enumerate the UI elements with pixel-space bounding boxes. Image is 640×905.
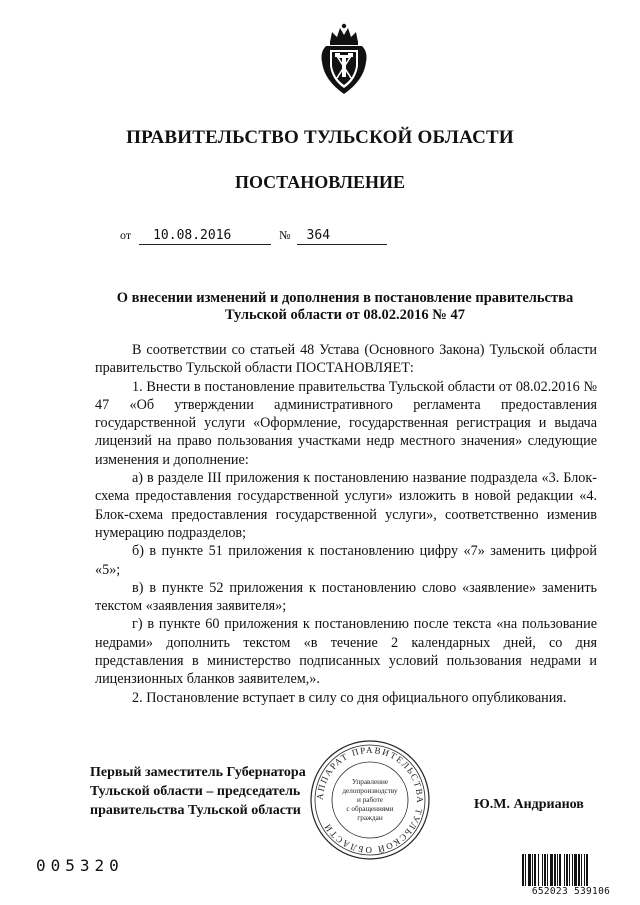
- number-value: 364: [297, 228, 387, 245]
- barcode-bar: [581, 854, 582, 886]
- document-meta: [120, 226, 387, 245]
- barcode-bar: [559, 854, 561, 886]
- number-label: №: [279, 228, 291, 242]
- body-paragraph: а) в разделе III приложения к постановлению название подраздела «3. Блок-схема предоставления государственной услуги» изложить в новой редакции «4. Блок-схема предоставления государственной услуги», соответственно изменив нумерацию подразделов;: [95, 470, 597, 541]
- body-paragraph: г) в пункте 60 приложения к постановлению после текста «на пользование недрами» дополнить текстом «в течение 2 календарных дней, со дня представления в министерство подписанных условий пользования недрами и лицензионных бланков заявителем,».: [95, 616, 597, 688]
- document-subject: [95, 290, 595, 324]
- barcode-bar: [564, 854, 565, 886]
- body-paragraph: 1. Внести в постановление правительства Тульской области от 08.02.2016 № 47 «Об утверждении административного регламента предоставления государственной услуги «Оформление, государственная регистрация и выдача лицензий на право пользования участками недр местного значения» следующие изменения и дополнение:: [95, 378, 597, 468]
- body-paragraph: в) в пункте 52 приложения к постановлению слово «заявление» заменить текстом «заявления заявителя»;: [95, 579, 597, 615]
- barcode-bar: [544, 854, 546, 886]
- subject-line-1: О внесении изменений и дополнения в постановление правительства: [116, 290, 574, 306]
- barcode-bar: [525, 854, 526, 886]
- stamp-line: с обращениями: [346, 805, 394, 813]
- barcode-bar: [586, 854, 588, 886]
- barcode-bar: [534, 854, 536, 886]
- barcode-icon: [521, 854, 621, 886]
- signer-title-line-3: правительства Тульской области: [90, 803, 301, 818]
- tula-coat-of-arms-icon: [316, 22, 372, 96]
- serial-number: 005320: [36, 856, 124, 875]
- signer-title-line-2: Тульской области – председатель: [90, 784, 301, 799]
- barcode-bar: [528, 854, 531, 886]
- barcode-bar: [557, 854, 558, 886]
- barcode-bar: [574, 854, 577, 886]
- stamp-line: делопроизводству: [342, 787, 398, 795]
- official-stamp: [308, 738, 432, 862]
- stamp-line: Управление: [351, 778, 389, 786]
- barcode-number: 652023 539106: [531, 886, 611, 897]
- signer-title: [90, 763, 306, 820]
- stamp-line: и работе: [357, 796, 383, 804]
- document-type-title: ПОСТАНОВЛЕНИЕ: [234, 172, 406, 192]
- subject-line-2: Тульской области от 08.02.2016 № 47: [225, 307, 465, 323]
- government-title: ПРАВИТЕЛЬСТВО ТУЛЬСКОЙ ОБЛАСТИ: [126, 127, 514, 148]
- barcode-bar: [584, 854, 585, 886]
- barcode-bar: [569, 854, 570, 886]
- body-paragraph: 2. Постановление вступает в силу со дня официального опубликования.: [132, 689, 567, 706]
- barcode-bar: [578, 854, 580, 886]
- barcode-bar: [554, 854, 556, 886]
- barcode-bar: [547, 854, 548, 886]
- signer-title-line-1: Первый заместитель Губернатора: [90, 765, 306, 780]
- body-paragraph: В соответствии со статьей 48 Устава (Основного Закона) Тульской области правительство Тульской области ПОСТАНОВЛЯЕТ:: [95, 342, 597, 377]
- document-body: [95, 341, 597, 707]
- body-paragraph: б) в пункте 51 приложения к постановлению цифру «7» заменить цифрой «5»;: [95, 543, 597, 578]
- barcode-bar: [522, 854, 524, 886]
- stamp-ring-text: АППАРАТ ПРАВИТЕЛЬСТВА ТУЛЬСКОЙ ОБЛАСТИ: [314, 744, 426, 856]
- signer-name: Ю.М. Андрианов: [474, 797, 584, 812]
- barcode-bar: [538, 854, 539, 886]
- stamp-line: граждан: [357, 814, 383, 822]
- barcode-bar: [532, 854, 533, 886]
- barcode-bar: [566, 854, 568, 886]
- barcode-bar: [542, 854, 543, 886]
- barcode-bar: [550, 854, 553, 886]
- date-value: 10.08.2016: [139, 228, 271, 245]
- barcode-bar: [572, 854, 573, 886]
- date-label: от: [120, 228, 132, 242]
